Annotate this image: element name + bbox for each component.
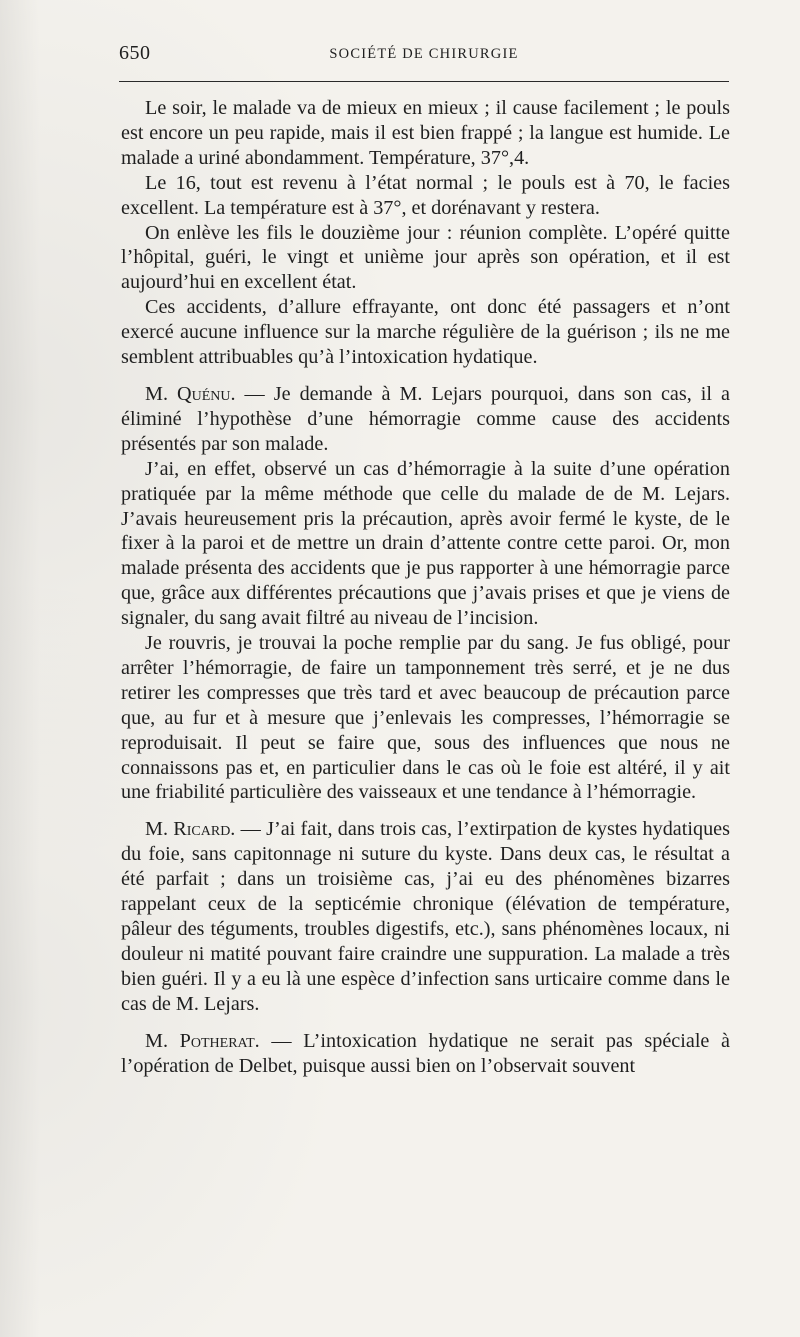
- paragraph: J’ai, en effet, observé un cas d’hémorragie à la suite d’une opération pratiquée par la même méthode que celle du malade de de M. Lejars. J’avais heureusement pris la précaution, après avoir fermé le kyste, de le fixer à la paroi et de mettre un drain d’attente contre cette paroi. Or, mon malade présenta des accidents que je pus rapporter à une hémorragie parce que, grâce aux différentes précautions que j’avais prises et que je viens de signaler, du sang avait filtré au niveau de l’incision.: [121, 457, 730, 630]
- paragraph-text: — L’intoxication hydatique ne serait pas spéciale à l’opération de Delbet, puisque aussi bien on l’observait souvent: [121, 1029, 731, 1077]
- running-title: SOCIÉTÉ DE CHIRURGIE: [329, 46, 519, 62]
- paragraph: On enlève les fils le douzième jour : réunion complète. L’opéré quitte l’hôpital, guéri, le vingt et unième jour après son opération, et il est aujourd’hui en excellent état.: [121, 221, 730, 294]
- header-rule: [119, 81, 729, 82]
- paragraph-ricard: [121, 817, 730, 1016]
- speaker-name: M. Quénu.: [145, 382, 236, 405]
- paragraph-potherat: [121, 1029, 730, 1079]
- body-text: [121, 96, 730, 1078]
- paragraph: Le 16, tout est revenu à l’état normal ; le pouls est à 70, le facies excellent. La température est à 37°, et dorénavant y restera.: [121, 171, 730, 219]
- speaker-name: M. Potherat.: [145, 1029, 260, 1052]
- speaker-name: M. Ricard.: [145, 818, 236, 841]
- page-header: [119, 42, 729, 68]
- paragraph: Je rouvris, je trouvai la poche remplie par du sang. Je fus obligé, pour arrêter l’hémorragie, de faire un tamponnement très serré, et je ne dus retirer les compresses que très tard et avec beaucoup de précaution parce que, au fur et à mesure que j’enlevais les compresses, l’hémorragie se reproduisait. Il peut se faire que, sous des influences que nous ne connaissons pas et, en particulier dans le cas où le foie est altéré, il y ait une friabilité particulière des vaisseaux et une tendance à l’hémorragie.: [121, 632, 730, 804]
- paragraph-text: — Je demande à M. Lejars pourquoi, dans son cas, il a éliminé l’hypothèse d’une hémorragie comme cause des accidents présentés par son malade.: [121, 382, 730, 455]
- paragraph: Le soir, le malade va de mieux en mieux ; il cause facilement ; le pouls est encore un peu rapide, mais il est bien frappé ; la langue est humide. Le malade a uriné abondamment. Température, 37°,4.: [121, 97, 730, 169]
- paragraph-quenu: [121, 382, 730, 457]
- paragraph: Ces accidents, d’allure effrayante, ont donc été passagers et n’ont exercé aucune influence sur la marche régulière de la guérison ; ils ne me semblent attribuables qu’à l’intoxication hydatique.: [121, 296, 730, 369]
- paragraph-text: — J’ai fait, dans trois cas, l’extirpation de kystes hydatiques du foie, sans capitonnage ni suture du kyste. Dans deux cas, le résultat a été parfait ; dans un troisième cas, j’ai eu des phénomènes bizarres rappelant ceux de la septicémie chronique (élévation de température, pâleur des téguments, troubles digestifs, etc.), sans phénomènes locaux, ni douleur ni matité pouvant faire craindre une suppuration. La malade a très bien guéri. Il y a eu là une espèce d’infection sans urticaire comme dans le cas de M. Lejars.: [121, 818, 730, 1015]
- page-number: 650: [119, 42, 151, 64]
